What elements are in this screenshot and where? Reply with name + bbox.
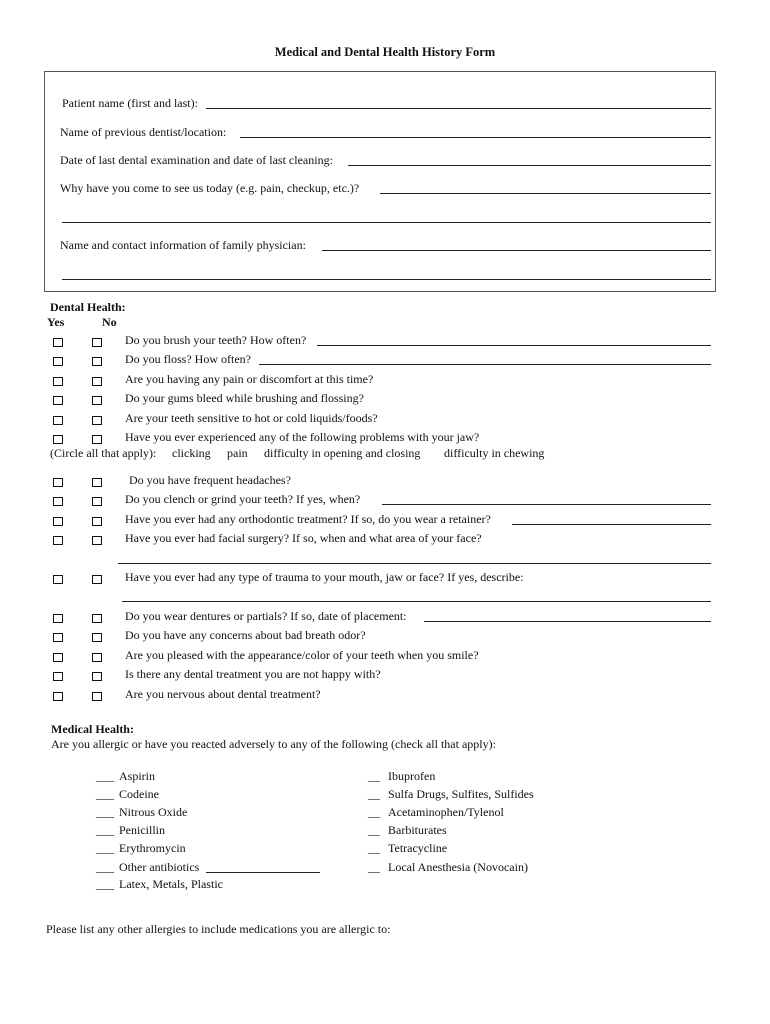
allergy-checkline[interactable]: __ bbox=[368, 860, 380, 874]
orthodontic-answer-field[interactable] bbox=[512, 524, 711, 525]
floss-answer-field[interactable] bbox=[259, 364, 711, 365]
brush-answer-field[interactable] bbox=[317, 345, 711, 346]
no-checkbox[interactable] bbox=[92, 377, 102, 386]
allergy-checkline[interactable]: __ bbox=[368, 841, 380, 855]
previous-dentist-field[interactable] bbox=[240, 137, 711, 138]
physician-field[interactable] bbox=[322, 250, 711, 251]
no-checkbox[interactable] bbox=[92, 416, 102, 425]
allergy-checkline[interactable]: ___ bbox=[96, 823, 114, 837]
jaw-option-pain[interactable]: pain bbox=[227, 446, 248, 460]
question-brush: Do you brush your teeth? How often? bbox=[125, 333, 307, 347]
question-dentures: Do you wear dentures or partials? If so, date of placement: bbox=[125, 609, 407, 623]
allergy-checkline[interactable]: __ bbox=[368, 823, 380, 837]
question-bad-breath: Do you have any concerns about bad breath odor? bbox=[125, 628, 366, 642]
dental-health-heading: Dental Health: bbox=[50, 300, 126, 314]
allergy-local-anesthesia: Local Anesthesia (Novocain) bbox=[388, 860, 528, 874]
reason-field[interactable] bbox=[380, 193, 711, 194]
no-checkbox[interactable] bbox=[92, 653, 102, 662]
question-floss: Do you floss? How often? bbox=[125, 352, 251, 366]
dentures-answer-field[interactable] bbox=[424, 621, 711, 622]
yes-checkbox[interactable] bbox=[53, 435, 63, 444]
question-nervous: Are you nervous about dental treatment? bbox=[125, 687, 321, 701]
no-checkbox[interactable] bbox=[92, 478, 102, 487]
no-checkbox[interactable] bbox=[92, 575, 102, 584]
allergy-checkline[interactable]: ___ bbox=[96, 877, 114, 891]
jaw-option-clicking[interactable]: clicking bbox=[172, 446, 211, 460]
allergy-ibuprofen: Ibuprofen bbox=[388, 769, 436, 783]
other-antibiotics-field[interactable] bbox=[206, 872, 320, 873]
question-jaw-problems: Have you ever experienced any of the following problems with your jaw? bbox=[125, 430, 480, 444]
no-checkbox[interactable] bbox=[92, 357, 102, 366]
allergy-checkline[interactable]: ___ bbox=[96, 841, 114, 855]
no-column-header: No bbox=[102, 315, 117, 329]
allergy-checkline[interactable]: ___ bbox=[96, 769, 114, 783]
no-checkbox[interactable] bbox=[92, 435, 102, 444]
allergy-checkline[interactable]: ___ bbox=[96, 787, 114, 801]
allergy-checkline[interactable]: __ bbox=[368, 805, 380, 819]
yes-checkbox[interactable] bbox=[53, 338, 63, 347]
question-facial-surgery: Have you ever had facial surgery? If so, when and what area of your face? bbox=[125, 531, 482, 545]
no-checkbox[interactable] bbox=[92, 517, 102, 526]
allergy-checkline[interactable]: __ bbox=[368, 787, 380, 801]
no-checkbox[interactable] bbox=[92, 497, 102, 506]
allergy-tetracycline: Tetracycline bbox=[388, 841, 448, 855]
no-checkbox[interactable] bbox=[92, 614, 102, 623]
allergy-aspirin: Aspirin bbox=[119, 769, 155, 783]
no-checkbox[interactable] bbox=[92, 672, 102, 681]
allergy-nitrous-oxide: Nitrous Oxide bbox=[119, 805, 188, 819]
allergy-penicillin: Penicillin bbox=[119, 823, 165, 837]
yes-checkbox[interactable] bbox=[53, 536, 63, 545]
no-checkbox[interactable] bbox=[92, 633, 102, 642]
question-clench-grind: Do you clench or grind your teeth? If yes, when? bbox=[125, 492, 361, 506]
reason-label: Why have you come to see us today (e.g. pain, checkup, etc.)? bbox=[60, 181, 360, 195]
no-checkbox[interactable] bbox=[92, 692, 102, 701]
facial-surgery-answer-field[interactable] bbox=[118, 563, 711, 564]
yes-checkbox[interactable] bbox=[53, 614, 63, 623]
no-checkbox[interactable] bbox=[92, 396, 102, 405]
question-sensitive: Are your teeth sensitive to hot or cold liquids/foods? bbox=[125, 411, 378, 425]
allergy-erythromycin: Erythromycin bbox=[119, 841, 186, 855]
physician-label: Name and contact information of family physician: bbox=[60, 238, 306, 252]
allergy-prompt: Are you allergic or have you reacted adversely to any of the following (check all that apply): bbox=[51, 737, 496, 751]
yes-checkbox[interactable] bbox=[53, 478, 63, 487]
allergy-latex-metals-plastic: Latex, Metals, Plastic bbox=[119, 877, 223, 891]
yes-checkbox[interactable] bbox=[53, 377, 63, 386]
yes-checkbox[interactable] bbox=[53, 396, 63, 405]
question-appearance: Are you pleased with the appearance/color of your teeth when you smile? bbox=[125, 648, 479, 662]
patient-name-label: Patient name (first and last): bbox=[62, 96, 198, 110]
allergy-checkline[interactable]: ___ bbox=[96, 860, 114, 874]
last-exam-label: Date of last dental examination and date of last cleaning: bbox=[60, 153, 333, 167]
no-checkbox[interactable] bbox=[92, 536, 102, 545]
allergy-checkline[interactable]: ___ bbox=[96, 805, 114, 819]
question-trauma: Have you ever had any type of trauma to your mouth, jaw or face? If yes, describe: bbox=[125, 570, 524, 584]
form-title: Medical and Dental Health History Form bbox=[274, 45, 496, 59]
jaw-option-opening-closing[interactable]: difficulty in opening and closing bbox=[264, 446, 421, 460]
yes-checkbox[interactable] bbox=[53, 357, 63, 366]
question-pain: Are you having any pain or discomfort at this time? bbox=[125, 372, 374, 386]
yes-checkbox[interactable] bbox=[53, 692, 63, 701]
trauma-answer-field[interactable] bbox=[122, 601, 711, 602]
question-orthodontic: Have you ever had any orthodontic treatment? If so, do you wear a retainer? bbox=[125, 512, 491, 526]
question-gums-bleed: Do your gums bleed while brushing and flossing? bbox=[125, 391, 364, 405]
allergy-barbiturates: Barbiturates bbox=[388, 823, 447, 837]
other-allergies-prompt: Please list any other allergies to include medications you are allergic to: bbox=[46, 922, 391, 936]
yes-checkbox[interactable] bbox=[53, 672, 63, 681]
jaw-option-chewing[interactable]: difficulty in chewing bbox=[444, 446, 545, 460]
last-exam-field[interactable] bbox=[348, 165, 711, 166]
yes-checkbox[interactable] bbox=[53, 416, 63, 425]
circle-note: (Circle all that apply): bbox=[50, 446, 157, 460]
yes-checkbox[interactable] bbox=[53, 653, 63, 662]
previous-dentist-label: Name of previous dentist/location: bbox=[60, 125, 227, 139]
yes-checkbox[interactable] bbox=[53, 575, 63, 584]
clench-answer-field[interactable] bbox=[382, 504, 711, 505]
allergy-acetaminophen: Acetaminophen/Tylenol bbox=[388, 805, 504, 819]
allergy-sulfa: Sulfa Drugs, Sulfites, Sulfides bbox=[388, 787, 534, 801]
yes-checkbox[interactable] bbox=[53, 633, 63, 642]
question-treatment-unhappy: Is there any dental treatment you are not happy with? bbox=[125, 667, 381, 681]
no-checkbox[interactable] bbox=[92, 338, 102, 347]
allergy-codeine: Codeine bbox=[119, 787, 159, 801]
question-headaches: Do you have frequent headaches? bbox=[129, 473, 291, 487]
patient-name-field[interactable] bbox=[206, 108, 711, 109]
reason-field-line-2[interactable] bbox=[62, 222, 711, 223]
yes-column-header: Yes bbox=[47, 315, 65, 329]
medical-health-heading: Medical Health: bbox=[51, 722, 134, 736]
allergy-checkline[interactable]: __ bbox=[368, 769, 380, 783]
yes-checkbox[interactable] bbox=[53, 517, 63, 526]
physician-field-line-2[interactable] bbox=[62, 279, 711, 280]
yes-checkbox[interactable] bbox=[53, 497, 63, 506]
allergy-other-antibiotics: Other antibiotics bbox=[119, 860, 200, 874]
